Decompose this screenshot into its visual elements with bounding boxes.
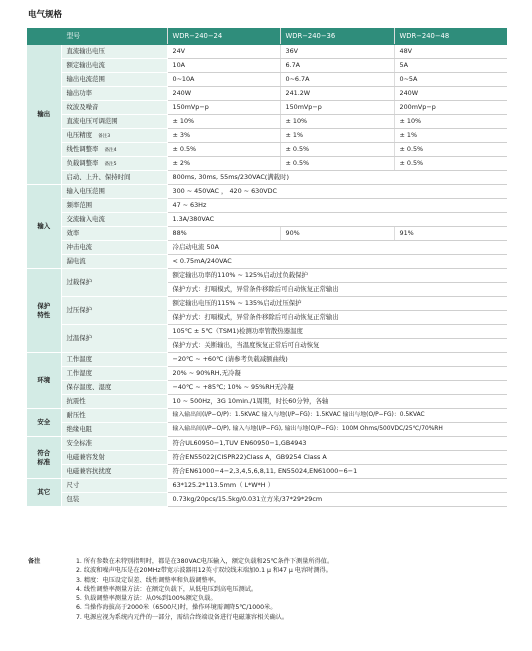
cell-value: ± 0.5% xyxy=(280,143,394,157)
table-row xyxy=(27,199,507,213)
note-line: 1. 所有参数在未特别指明时，都是在380VAC电压输入，额定负载和25℃条件下测量所得值。 xyxy=(76,558,334,565)
row-label: 频率范围 xyxy=(61,199,167,213)
cell-value: ± 2% xyxy=(167,157,280,171)
table-row xyxy=(27,129,507,143)
cell-value: 240W xyxy=(167,87,280,101)
table-row xyxy=(27,115,507,129)
row-label: 直流电压可调范围 xyxy=(61,115,167,129)
row-label: 电磁兼容抗扰度 xyxy=(61,465,167,479)
cell-value: 保护方式：关断输出，当温度恢复正常后可自动恢复 xyxy=(167,339,507,353)
cell-value: ± 10% xyxy=(394,115,507,129)
table-row xyxy=(27,213,507,227)
cell-value: 额定输出电压的115% ∼ 135%启动过压保护 xyxy=(167,297,507,311)
row-label-text: 线性调整率 xyxy=(66,144,99,153)
row-label: 输入电压范围 xyxy=(61,185,167,199)
table-row xyxy=(27,465,507,479)
cell-value: 保护方式：打嗝模式，异常条件移除后可自动恢复正常输出 xyxy=(167,283,507,297)
cell-value: 0∼6.7A xyxy=(280,73,394,87)
category-text: 特性 xyxy=(37,310,51,319)
table-row xyxy=(27,185,507,199)
cell-value: 6.7A xyxy=(280,59,394,73)
cell-value: 88% xyxy=(167,227,280,241)
table-row xyxy=(27,409,507,423)
row-label: 纹波及噪音 xyxy=(61,101,167,115)
cell-value: −40℃ ∼ +85℃; 10% ∼ 95%RH无冷凝 xyxy=(167,381,507,395)
cell-value: 1.3A/380VAC xyxy=(167,213,507,227)
cell-value: 150mVp−p xyxy=(280,101,394,115)
table-row xyxy=(27,437,507,451)
cell-value: 符合EN55022(CISPR22)Class A，GB9254 Class A xyxy=(167,451,507,465)
cell-value: 符合UL60950−1,TUV EN60950−1,GB4943 xyxy=(167,437,507,451)
cell-value: 91% xyxy=(394,227,507,241)
cell-value: ± 10% xyxy=(167,115,280,129)
row-label: 抗震性 xyxy=(61,395,167,409)
row-label: 直流输出电压 xyxy=(61,45,167,59)
cell-value: 10A xyxy=(167,59,280,73)
row-label: 过温保护 xyxy=(61,325,167,353)
note-line: 6. 当操作海拔高于2000米（6500尺)时，操作环境需调降5℃/1000米。 xyxy=(76,604,277,612)
table-row xyxy=(27,297,507,311)
row-label: 额定输出电流 xyxy=(61,59,167,73)
table-row xyxy=(27,143,507,157)
row-label: 过压保护 xyxy=(61,297,167,325)
table-row xyxy=(27,269,507,283)
header-model: WDR−240−48 xyxy=(394,28,507,45)
row-label: 输出功率 xyxy=(61,87,167,101)
table-row xyxy=(27,353,507,367)
row-label: 冲击电流 xyxy=(61,241,167,255)
row-label: 绝缘电阻 xyxy=(61,423,167,437)
table-row xyxy=(27,241,507,255)
header-blank-cell xyxy=(27,28,61,45)
table-row xyxy=(27,381,507,395)
category-protection xyxy=(27,269,61,353)
cell-value: 300 ∼ 450VAC ， 420 ∼ 630VDC xyxy=(167,185,507,199)
category-text: 符合 xyxy=(37,448,51,457)
cell-value: 105℃ ± 5℃（TSM1)检测功率管散热器温度 xyxy=(167,325,507,339)
cell-value: ± 1% xyxy=(394,129,507,143)
category-other: 其它 xyxy=(27,479,61,507)
cell-value: ± 0.5% xyxy=(394,157,507,171)
cell-value: 0.73kg/20pcs/15.5kg/0.031立方米/37*29*29cm xyxy=(167,493,507,507)
row-label: 效率 xyxy=(61,227,167,241)
row-label: 尺寸 xyxy=(61,479,167,493)
section-title: 电气规格 xyxy=(28,10,63,20)
cell-value: 240W xyxy=(394,87,507,101)
category-output: 输出 xyxy=(27,45,61,185)
table-row xyxy=(27,451,507,465)
category-safety: 安全 xyxy=(27,409,61,437)
row-label: 包装 xyxy=(61,493,167,507)
row-label xyxy=(61,157,167,171)
note-ref: 备注4 xyxy=(104,147,117,153)
cell-value: < 0.75mA/240VAC xyxy=(167,255,507,269)
table-row xyxy=(27,367,507,381)
row-label: 过载保护 xyxy=(61,269,167,297)
cell-value: 200mVp−p xyxy=(394,101,507,115)
table-row xyxy=(27,59,507,73)
row-label: 电磁兼容发射 xyxy=(61,451,167,465)
cell-value: 符合EN61000−4−2,3,4,5,6,8,11, EN55024,EN61000−6−1 xyxy=(167,465,507,479)
table-row xyxy=(27,227,507,241)
row-label: 工作温度 xyxy=(61,353,167,367)
note-line: 3. 精度：电压设定误差、线性调整率和负载调整率。 xyxy=(76,576,220,584)
cell-value: 241.2W xyxy=(280,87,394,101)
cell-value: 额定输出功率的110% ∼ 125%启动过负载保护 xyxy=(167,269,507,283)
cell-value: 90% xyxy=(280,227,394,241)
category-text: 标准 xyxy=(37,457,51,466)
row-label: 工作湿度 xyxy=(61,367,167,381)
row-label: 安全标准 xyxy=(61,437,167,451)
cell-value: 63*125.2*113.5mm（ L*W*H ） xyxy=(167,479,507,493)
note-line: 5. 负载调整率测量方法：从0%到100%额定负载。 xyxy=(76,595,217,603)
table-row xyxy=(27,101,507,115)
cell-value: 保护方式：打嗝模式，异常条件移除后可自动恢复正常输出 xyxy=(167,311,507,325)
cell-value: 0∼10A xyxy=(167,73,280,87)
table-row xyxy=(27,325,507,339)
row-label: 漏电流 xyxy=(61,255,167,269)
category-input: 输入 xyxy=(27,185,61,269)
cell-value: −20℃ ∼ +60℃ (请参考负载减额曲线) xyxy=(167,353,507,367)
cell-value: 输入输出间(I/P−O/P)：1.5KVAC 输入与地(I/P−FG)：1.5KVAC 输出与地(O/P−FG)：0.5KVAC xyxy=(167,409,507,423)
table-row xyxy=(27,73,507,87)
cell-value: ± 0.5% xyxy=(280,157,394,171)
row-label xyxy=(61,143,167,157)
cell-value: 输入输出间(I/P−O/P), 输入与地(I/P−FG), 输出与地(O/P−FG)：100M Ohms/500VDC/25℃/70%RH xyxy=(167,423,507,437)
cell-value: ± 0.5% xyxy=(167,143,280,157)
row-label-text: 负载调整率 xyxy=(66,158,99,167)
cell-value: 150mVp−p xyxy=(167,101,280,115)
table-header-row xyxy=(27,28,507,45)
category-standards xyxy=(27,437,61,479)
note-line: 2. 纹波和噪声电压是在20MHz带宽示波器用12英寸双绞线末端加0.1 μ 和47 μ 电容时测得。 xyxy=(76,567,332,575)
row-label: 耐压性 xyxy=(61,409,167,423)
cell-value: 800ms, 30ms, 55ms/230VAC(满载时) xyxy=(167,171,507,185)
cell-value: 36V xyxy=(280,45,394,59)
category-environment: 环境 xyxy=(27,353,61,409)
cell-value: ± 0.5% xyxy=(394,143,507,157)
row-label-text: 电压精度 xyxy=(66,130,93,139)
table-row xyxy=(27,423,507,437)
table-row xyxy=(27,493,507,507)
cell-value: 冷启动电流 50A xyxy=(167,241,507,255)
cell-value: ± 1% xyxy=(280,129,394,143)
header-model: WDR−240−24 xyxy=(167,28,280,45)
table-row xyxy=(27,45,507,59)
notes-list xyxy=(76,557,333,622)
table-row xyxy=(27,87,507,101)
spec-table xyxy=(27,28,507,507)
cell-value: ± 3% xyxy=(167,129,280,143)
table-row xyxy=(27,479,507,493)
table-row xyxy=(27,395,507,409)
cell-value: 10 ∼ 500Hz，3G 10min./1周期，时长60分钟，各轴 xyxy=(167,395,507,409)
cell-value: 48V xyxy=(394,45,507,59)
note-line: 7. 电源应视为系统内元件的一部分，需结合终端设备进行电磁兼容相关确认。 xyxy=(76,613,289,621)
row-label: 启动、上升、保持时间 xyxy=(61,171,167,185)
row-label: 交流输入电流 xyxy=(61,213,167,227)
notes-label: 备注 xyxy=(28,558,41,565)
cell-value: 20% ∼ 90%RH,无冷凝 xyxy=(167,367,507,381)
cell-value: 24V xyxy=(167,45,280,59)
cell-value: 47 ∼ 63Hz xyxy=(167,199,507,213)
cell-value: 5A xyxy=(394,59,507,73)
cell-value: 0∼5A xyxy=(394,73,507,87)
header-model-label: 型号 xyxy=(61,28,167,45)
header-model: WDR−240−36 xyxy=(280,28,394,45)
row-label: 输出电流范围 xyxy=(61,73,167,87)
note-ref: 备注5 xyxy=(104,161,117,167)
row-label xyxy=(61,129,167,143)
category-text: 保护 xyxy=(37,301,51,310)
table-row xyxy=(27,157,507,171)
cell-value: ± 10% xyxy=(280,115,394,129)
table-row xyxy=(27,171,507,185)
table-row xyxy=(27,255,507,269)
row-label: 保存温度、湿度 xyxy=(61,381,167,395)
note-line: 4. 线性调整率测量方法：在额定负载下，从低电压到高电压测试。 xyxy=(76,585,258,593)
note-ref: 备注3 xyxy=(98,133,111,139)
